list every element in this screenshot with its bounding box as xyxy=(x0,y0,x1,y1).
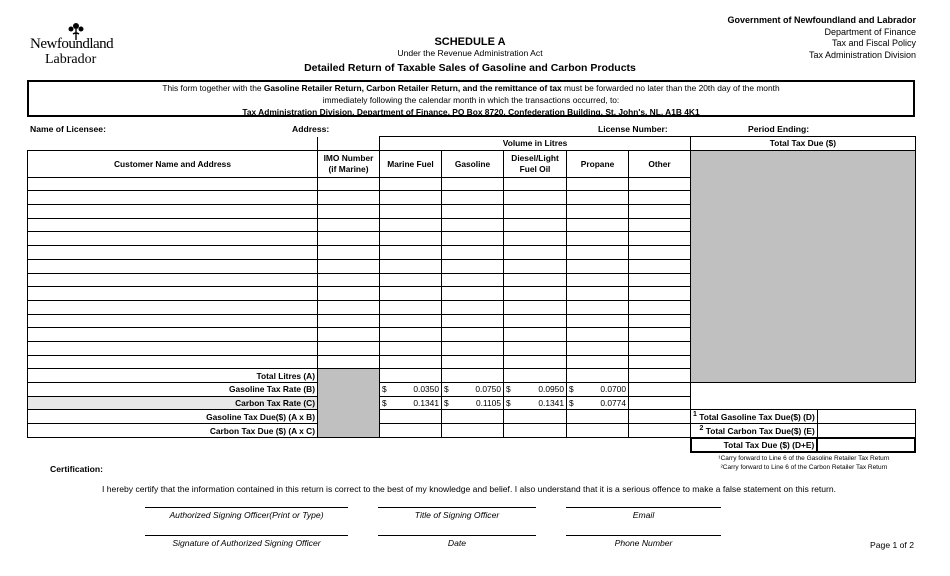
currency: $ xyxy=(444,398,449,409)
gas-due-other[interactable] xyxy=(629,410,691,424)
currency: $ xyxy=(569,398,574,409)
period-ending-label: Period Ending: xyxy=(748,124,810,134)
gov-name: Government of Newfoundland and Labrador xyxy=(727,15,916,25)
gov-branch: Tax and Fiscal Policy xyxy=(831,38,916,48)
schedule-title: SCHEDULE A xyxy=(434,36,506,48)
col-imo-line2: (if Marine) xyxy=(328,163,369,174)
footnote-1: ¹Carry forward to Line 6 of the Gasoline Retailer Tax Return xyxy=(718,455,890,462)
officer-name-line[interactable] xyxy=(145,507,348,508)
sup-1: 1 xyxy=(693,411,697,419)
carbon-due-label: Carbon Tax Due ($) (A x C) xyxy=(28,424,318,438)
total-carbon-due-value[interactable] xyxy=(817,424,915,438)
gas-rate-label: Gasoline Tax Rate (B) xyxy=(28,383,318,397)
intro-line2: immediately following the calendar month in which the transactions occurred, to: xyxy=(322,95,620,105)
total-propane[interactable] xyxy=(567,369,629,383)
intro-address: Tax Administration Division, Department of Finance, PO Box 8720, Confederation Building, St. John's, NL, A1B 4K1 xyxy=(242,107,700,117)
total-tax-header: Total Tax Due ($) xyxy=(691,137,916,151)
signature-line[interactable] xyxy=(145,535,348,536)
carbon-due-propane[interactable] xyxy=(567,424,629,438)
carbon-rate-diesel: 0.1341 xyxy=(538,398,564,409)
sup-2: 2 xyxy=(699,425,704,432)
carbon-due-marine[interactable] xyxy=(380,424,442,438)
date-line[interactable] xyxy=(378,535,536,536)
page-number: Page 1 of 2 xyxy=(870,540,914,550)
gas-due-marine[interactable] xyxy=(380,410,442,424)
carbon-rate-gasoline: 0.1105 xyxy=(476,398,501,409)
intro-bold: Gasoline Retailer Return, Carbon Retailer Return, and the remittance of tax xyxy=(263,83,562,93)
col-imo xyxy=(318,150,380,177)
imo-gray-block xyxy=(318,369,380,438)
currency: $ xyxy=(506,384,511,395)
title-label: Title of Signing Officer xyxy=(414,510,500,520)
currency: $ xyxy=(382,384,387,395)
address-label: Address: xyxy=(292,124,330,134)
title-line[interactable] xyxy=(378,507,536,508)
carbon-due-gasoline[interactable] xyxy=(442,424,504,438)
col-customer: Customer Name and Address xyxy=(28,150,318,177)
gas-due-label: Gasoline Tax Due($) (A x B) xyxy=(28,410,318,424)
carbon-rate-label: Carbon Tax Rate (C) xyxy=(28,396,318,410)
total-gas-due-value[interactable] xyxy=(817,410,915,424)
gas-due-diesel[interactable] xyxy=(504,410,567,424)
total-gas-due-label: Total Gasoline Tax Due($) (D) xyxy=(699,412,815,423)
col-propane: Propane xyxy=(567,150,629,177)
nl-logo xyxy=(28,20,123,70)
phone-label: Phone Number xyxy=(614,538,673,548)
gas-due-gasoline[interactable] xyxy=(442,410,504,424)
phone-line[interactable] xyxy=(566,535,721,536)
email-label: Email xyxy=(632,510,655,520)
footnote-2: ²Carry forward to Line 6 of the Carbon Retailer Tax Return xyxy=(720,464,888,471)
total-litres-label: Total Litres (A) xyxy=(28,369,318,383)
carbon-due-diesel[interactable] xyxy=(504,424,567,438)
carbon-due-other[interactable] xyxy=(629,424,691,438)
col-marine: Marine Fuel xyxy=(380,150,442,177)
email-line[interactable] xyxy=(566,507,721,508)
logo-word-1: Newfoundland xyxy=(30,36,114,52)
gas-rate-gasoline: 0.0750 xyxy=(475,384,501,395)
license-number-label: License Number: xyxy=(598,124,668,134)
certification-heading: Certification: xyxy=(50,464,103,474)
gas-due-propane[interactable] xyxy=(567,410,629,424)
col-other: Other xyxy=(629,150,691,177)
intro-post: must be forwarded no later than the 20th day of the month xyxy=(561,83,780,93)
total-diesel[interactable] xyxy=(504,369,567,383)
carbon-rate-propane: 0.0774 xyxy=(600,398,626,409)
licensee-label: Name of Licensee: xyxy=(30,124,106,134)
total-other[interactable] xyxy=(629,369,691,383)
gas-rate-marine: 0.0350 xyxy=(413,384,439,395)
total-tax-due-value[interactable] xyxy=(817,438,915,453)
officer-name-label: Authorized Signing Officer(Print or Type) xyxy=(169,510,324,520)
total-carbon-due-label: Total Carbon Tax Due($) (E) xyxy=(705,425,815,436)
col-diesel-line1: Diesel/Light xyxy=(511,152,559,163)
col-diesel-line2: Fuel Oil xyxy=(519,163,551,174)
act-subtitle: Under the Revenue Administration Act xyxy=(397,48,543,58)
volume-header: Volume in Litres xyxy=(380,137,691,151)
gov-dept: Department of Finance xyxy=(824,26,916,37)
gas-rate-diesel: 0.0950 xyxy=(538,384,564,395)
intro-pre: This form together with the xyxy=(162,83,264,93)
carbon-rate-marine: 0.1341 xyxy=(413,398,439,409)
gas-rate-propane: 0.0700 xyxy=(600,384,626,395)
instructions-box xyxy=(27,80,915,117)
gov-division: Tax Administration Division xyxy=(808,49,916,60)
sales-table xyxy=(27,136,916,453)
total-gasoline[interactable] xyxy=(442,369,504,383)
signature-label: Signature of Authorized Signing Officer xyxy=(172,538,321,548)
tax-gray-area xyxy=(691,150,916,382)
logo-word-2: Labrador xyxy=(45,52,97,67)
date-label: Date xyxy=(447,538,467,548)
currency: $ xyxy=(444,384,449,395)
total-tax-due-label: Total Tax Due ($) (D+E) xyxy=(691,438,818,453)
currency: $ xyxy=(506,398,511,409)
form-title: Detailed Return of Taxable Sales of Gasoline and Carbon Products xyxy=(304,62,636,74)
currency: $ xyxy=(569,384,574,395)
total-marine[interactable] xyxy=(380,369,442,383)
col-diesel xyxy=(504,150,567,177)
government-block xyxy=(727,15,916,61)
col-gasoline: Gasoline xyxy=(442,150,504,177)
certification-text: I hereby certify that the information contained in this return is correct to the best of my knowledge and belief. I also understand that it is a serious offence to make a false statement on this return. xyxy=(102,484,837,494)
currency: $ xyxy=(382,398,387,409)
col-imo-line1: IMO Number xyxy=(323,152,374,163)
